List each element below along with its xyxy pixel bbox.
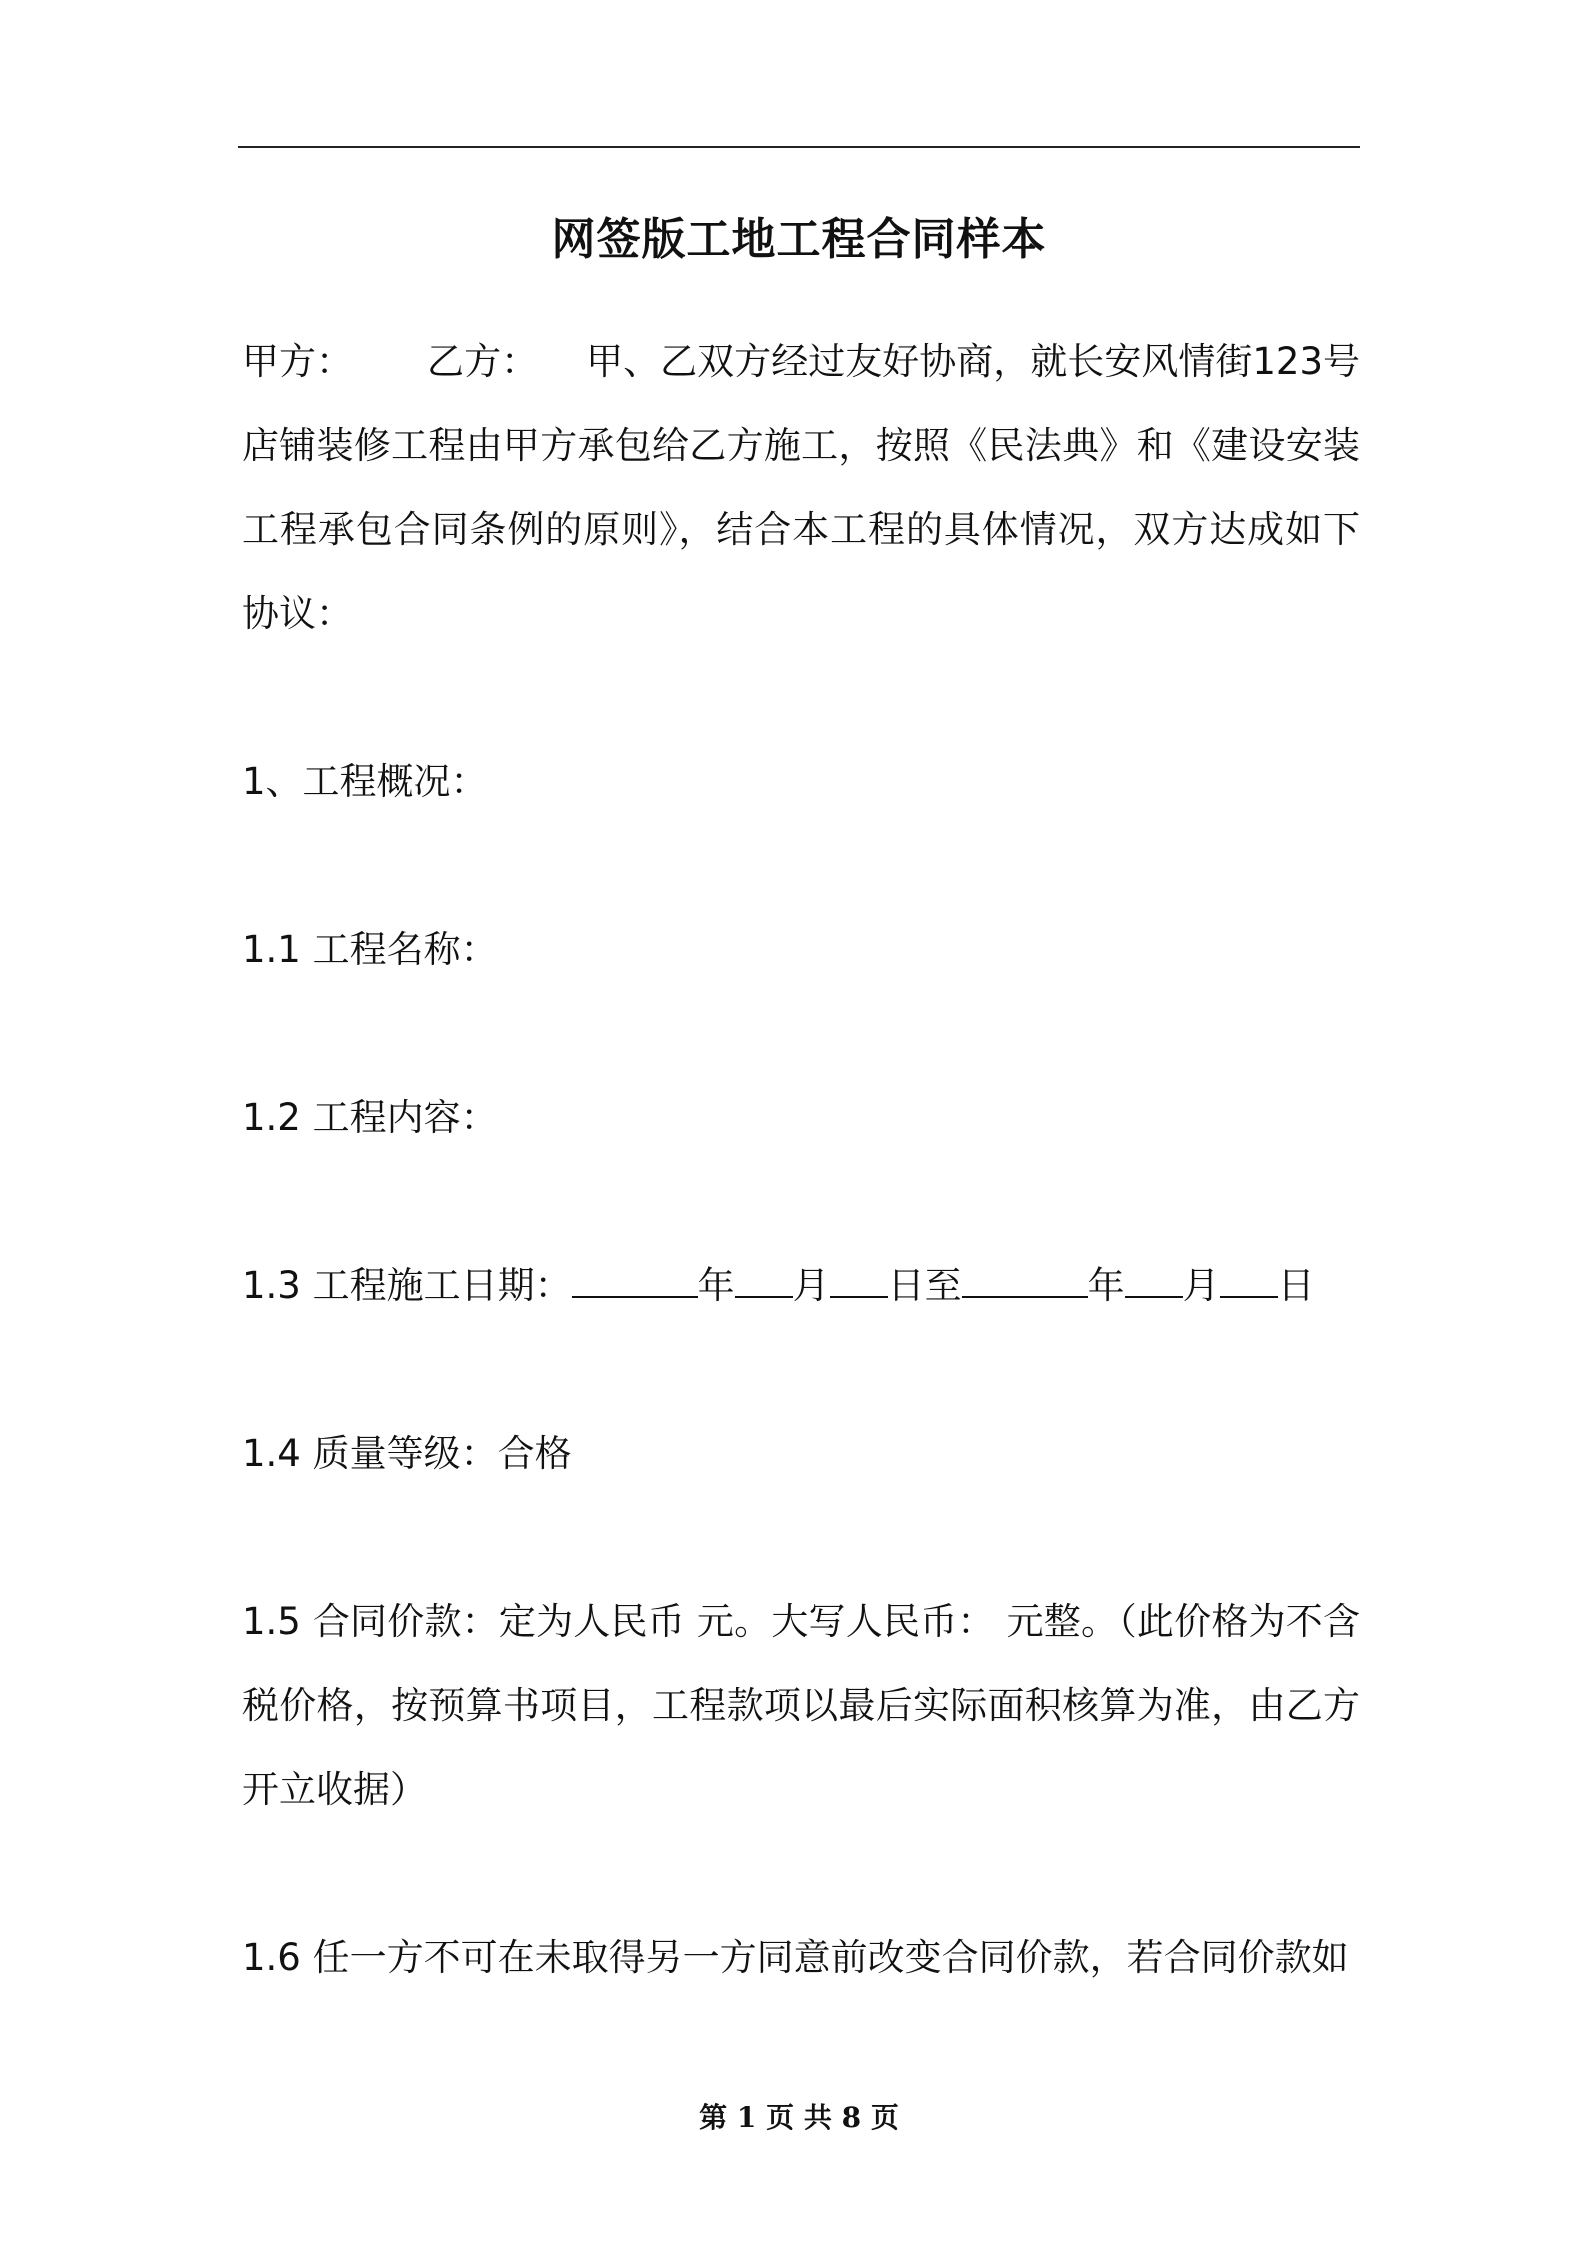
- start-month-blank: [735, 1266, 793, 1298]
- end-day-blank: [1220, 1266, 1278, 1298]
- start-month-unit: 月: [792, 1264, 830, 1307]
- page-footer: 第 1 页 共 8 页: [699, 2101, 899, 2134]
- party-a-label: 甲方：: [242, 340, 354, 383]
- intro-paragraph: [242, 320, 1360, 656]
- section-1-heading: 1、工程概况：: [242, 760, 488, 803]
- end-year-unit: 年: [1087, 1264, 1125, 1307]
- document-title: 网签版工地工程合同样本: [551, 214, 1047, 265]
- start-year-blank: [572, 1266, 698, 1298]
- section-1-3-label: 1.3 工程施工日期：: [242, 1264, 572, 1307]
- end-month-blank: [1125, 1266, 1183, 1298]
- section-1-5: 1.5 合同价款：定为人民币 元。大写人民币： 元整。（此价格为不含税价格，按预算书项目，工程款项以最后实际面积核算为准，由乙方开立收据）: [242, 1600, 1360, 1811]
- section-1-1: 1.1 工程名称：: [242, 928, 498, 971]
- section-1-2: 1.2 工程内容：: [242, 1096, 498, 1139]
- end-day-unit: 日: [1277, 1264, 1315, 1307]
- intro-text: 甲、乙双方经过友好协商，就长安风情街123号店铺装修工程由甲方承包给乙方施工，按照《民法典》和《建设安装工程承包合同条例的原则》，结合本工程的具体情况，双方达成如下协议：: [242, 340, 1361, 635]
- party-b-label: 乙方：: [427, 340, 539, 383]
- header-rule: [238, 146, 1360, 148]
- section-1-4: 1.4 质量等级：合格: [242, 1432, 572, 1475]
- start-day-blank: [830, 1266, 888, 1298]
- end-year-blank: [962, 1266, 1088, 1298]
- start-day-unit: 日至: [887, 1264, 962, 1307]
- section-1-6: 1.6 任一方不可在未取得另一方同意前改变合同价款，若合同价款如: [242, 1936, 1349, 1979]
- end-month-unit: 月: [1182, 1264, 1220, 1307]
- document-body: [242, 320, 1360, 2000]
- section-1-3: [242, 1244, 1360, 1328]
- start-year-unit: 年: [697, 1264, 735, 1307]
